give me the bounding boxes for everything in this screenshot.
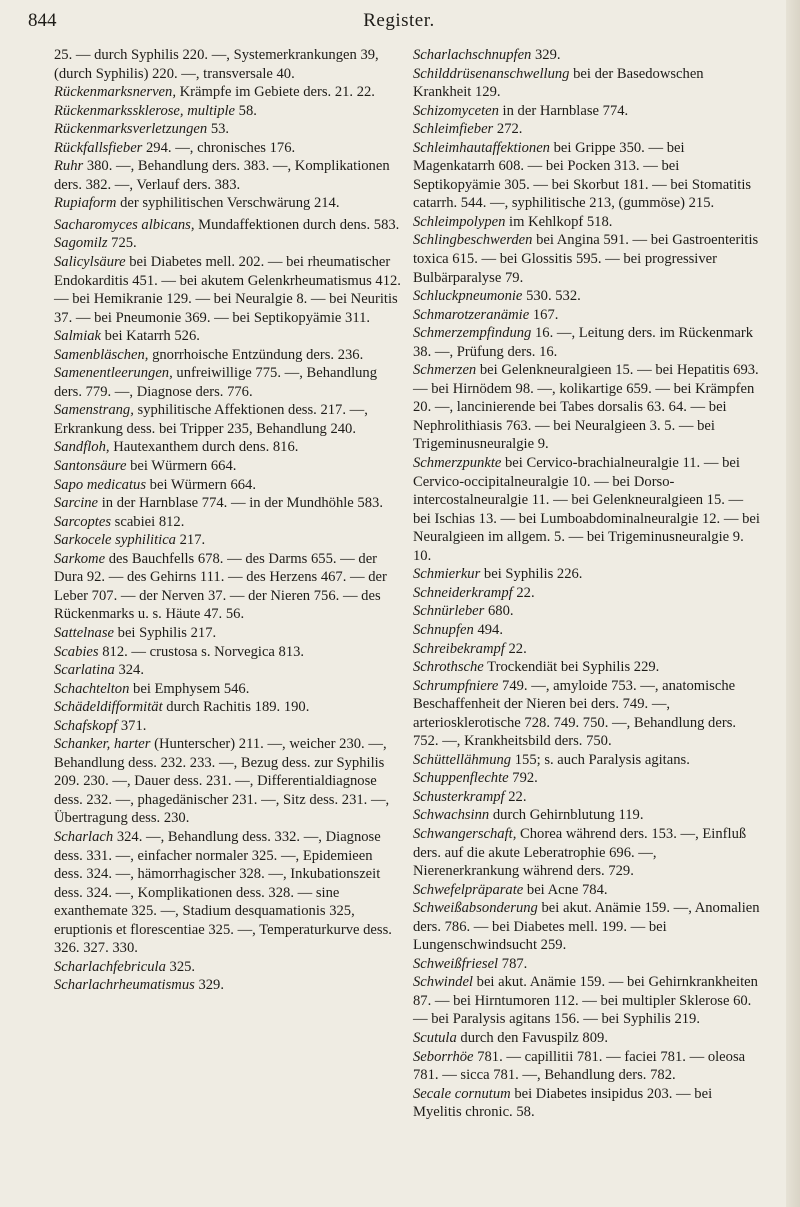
index-entry	[54, 717, 404, 736]
index-entry	[413, 640, 763, 659]
index-references: bei akut. Anämie 159. —, Anomalien ders. 786. — bei Diabetes mell. 199. — bei Lungenschwindsucht 259.	[413, 900, 760, 954]
index-term: Schuppenflechte	[413, 770, 509, 787]
index-term: Schilddrüsenanschwellung	[413, 65, 570, 82]
index-term: Santonsäure	[54, 458, 127, 475]
index-term: Seborrhöe	[413, 1048, 474, 1065]
index-entry	[413, 881, 763, 900]
index-term: Schweißabsonderung	[413, 900, 538, 917]
index-entry	[413, 751, 763, 770]
page-edge	[786, 0, 800, 1207]
index-references: Krämpfe im Gebiete ders. 21. 22.	[175, 84, 375, 101]
index-term: Schreibekrampf	[413, 640, 505, 657]
index-entry	[413, 788, 763, 807]
index-term: Schafskopf	[54, 717, 118, 734]
index-term: Schweißfriesel	[413, 955, 499, 972]
index-term: Rückenmarksnerven,	[54, 84, 176, 101]
index-term: Samenstrang,	[54, 402, 134, 419]
index-entry	[54, 661, 404, 680]
index-entry	[54, 253, 404, 327]
index-entry	[54, 83, 404, 102]
index-term: Schizomyceten	[413, 102, 499, 119]
index-references: 329.	[194, 977, 224, 994]
index-references: bei Katarrh 526.	[101, 328, 200, 345]
index-entry	[54, 139, 404, 158]
index-term: Salicylsäure	[54, 254, 126, 271]
index-references: bei Diabetes insipidus 203. — bei Myelitis chronic. 58.	[413, 1085, 713, 1121]
index-references: 22.	[504, 788, 527, 805]
index-references: 294. —, chronisches 176.	[142, 139, 296, 156]
index-references: 749. —, amyloide 753. —, anatomische Beschaffenheit der Nieren bei ders. 749. —, arteriosklerotische 728. 749. 750. —, Behandlung ders. 752. —, Krankheitsbild ders. 750.	[413, 677, 737, 750]
index-references: syphilitische Affektionen dess. 217. —, Erkrankung dess. bei Tripper 235, Behandlung 240.	[54, 402, 368, 437]
index-term: Schwangerschaft,	[413, 825, 517, 842]
index-column-right	[413, 46, 763, 1122]
index-references: durch Rachitis 189. 190.	[162, 699, 310, 716]
index-references: in der Harnblase 774. — in der Mundhöhle 583.	[98, 495, 383, 512]
index-entry	[54, 346, 404, 365]
index-references: unfreiwillige 775. —, Behandlung ders. 779. —, Diagnose ders. 776.	[54, 365, 378, 400]
index-column-left	[54, 46, 404, 995]
index-references: bei Diabetes mell. 202. — bei rheumatischer Endokarditis 451. — bei akutem Gelenkrheumatismus 412. — bei Hemikranie 129. — bei Neuralgie 8. — bei Neuritis 37. — bei Pneumonie 369. — bei Septikopyämie 311.	[54, 254, 401, 326]
index-references: 324. —, Behandlung dess. 332. —, Diagnose dess. 331. —, einfacher normaler 325. —, Epidemieen dess. 324. —, hämorrhagischer 328. —, Inkubationszeit dess. 324. —, Komplikationen dess. 328. — sine exanthemate 325. —, Stadium desquamationis 325, eruptionis et florescentiae 325. —, Temperaturkurve dess. 326. 327. 330.	[54, 828, 392, 957]
index-references: durch Gehirnblutung 119.	[489, 807, 644, 824]
index-references: 58.	[235, 102, 257, 119]
index-references: bei Würmern 664.	[146, 476, 256, 493]
index-term: Schwachsinn	[413, 807, 490, 824]
index-references: 324.	[114, 662, 144, 679]
index-references: Trockendiät bei Syphilis 229.	[483, 659, 660, 676]
page-header	[28, 10, 770, 38]
index-references: 53.	[207, 121, 230, 138]
index-term: Schnupfen	[413, 621, 474, 638]
index-entry	[413, 825, 763, 881]
page-number: 844	[28, 10, 57, 31]
index-references: 325.	[165, 958, 196, 975]
index-entry	[54, 828, 404, 958]
index-term: Rückfallsfieber	[54, 139, 143, 156]
index-term: Schwindel	[413, 974, 473, 991]
index-term: Schmierkur	[413, 566, 481, 583]
index-entry	[413, 955, 763, 974]
index-entry	[54, 513, 404, 532]
index-entry	[54, 234, 404, 253]
index-entry	[54, 327, 404, 346]
index-entry	[54, 494, 404, 513]
index-references: bei der Basedowschen Krankheit 129.	[413, 65, 704, 101]
index-references: 16. —, Leitung ders. im Rückenmark 38. —, Prüfung ders. 16.	[413, 325, 754, 360]
index-references: bei Cervico-brachialneuralgie 11. — bei Cervico-occipitalneuralgie 10. — bei Dorso-intercostalneuralgie 11. — bei Gelenkneuralgieen 15. — bei Ischias 13. — bei Lumboabdominalneuralgie 12. — bei Neuralgieen im allgem. 5. — bei Trigeminusneuralgie 9. 10.	[413, 455, 760, 564]
index-entry	[54, 364, 404, 401]
index-entry	[413, 806, 763, 825]
index-references: 530. 532.	[522, 288, 581, 305]
index-references: 680.	[484, 603, 514, 620]
index-entry	[413, 361, 763, 454]
index-term: Secale cornutum	[413, 1085, 511, 1102]
index-references: bei Würmern 664.	[126, 458, 237, 475]
index-references: bei Angina 591. — bei Gastroenteritis toxica 615. — bei Glossitis 595. — bei progressiver Bulbärparalyse 79.	[413, 232, 759, 286]
index-references: in der Harnblase 774.	[498, 102, 629, 119]
index-term: Schüttellähmung	[413, 751, 512, 768]
index-references: 25. — durch Syphilis 220. —, Systemerkrankungen 39, (durch Syphilis) 220. —, transversale 40.	[54, 47, 379, 82]
index-term: Rückenmarksverletzungen	[54, 121, 208, 138]
index-term: Schrothsche	[413, 659, 484, 676]
index-entry	[413, 602, 763, 621]
index-term: Schmerzpunkte	[413, 455, 502, 472]
index-entry	[413, 899, 763, 955]
index-entry	[54, 531, 404, 550]
index-term: Schanker, harter	[54, 736, 151, 753]
index-entry	[413, 677, 763, 751]
index-term: Schlingbeschwerden	[413, 232, 533, 249]
index-entry	[54, 624, 404, 643]
index-term: Schrumpfniere	[413, 677, 499, 694]
index-references: bei Grippe 350. — bei Magenkatarrh 608. — bei Pocken 313. — bei Septikopyämie 305. — bei Skorbut 181. — bei Stomatitis catarrh. 544. —, syphilitische 213, (gummöse) 215.	[413, 139, 752, 212]
index-entry	[54, 46, 404, 83]
index-term: Sarkome	[54, 550, 106, 567]
index-references: (Hunterscher) 211. —, weicher 230. —, Behandlung dess. 232. 233. —, Bezug dess. zur Syphilis 209. 230. —, Dauer dess. 231. —, Differentialdiagnose dess. 232. —, phagedänischer 231. —, Sitz dess. 231. —, Übertragung dess. 230.	[54, 736, 390, 827]
index-references: 155; s. auch Paralysis agitans.	[511, 751, 690, 768]
index-entry	[413, 65, 763, 102]
index-entry	[54, 735, 404, 828]
index-entry	[54, 698, 404, 717]
index-references: 329.	[531, 47, 561, 63]
index-references: 380. —, Behandlung ders. 383. —, Komplikationen ders. 382. —, Verlauf ders. 383.	[54, 158, 390, 193]
index-references: 22.	[504, 640, 527, 657]
index-references: der syphilitischen Verschwärung 214.	[116, 195, 340, 212]
index-term: Samenbläschen,	[54, 346, 149, 363]
index-entry	[54, 401, 404, 438]
index-references: 272.	[493, 121, 523, 138]
index-references: 792.	[508, 770, 538, 787]
index-term: Sarcoptes	[54, 513, 112, 530]
index-references: 725.	[107, 235, 137, 252]
index-entry	[413, 1085, 763, 1122]
index-references: Chorea während ders. 153. —, Einfluß ders. auf die akute Leberatrophie 696. —, Nierenerkrankung während ders. 729.	[413, 825, 747, 880]
index-references: bei Syphilis 217.	[114, 624, 217, 641]
index-term: Sagomilz	[54, 235, 108, 252]
index-entry	[54, 476, 404, 495]
index-term: Scutula	[413, 1029, 457, 1046]
index-term: Samenentleerungen,	[54, 365, 173, 382]
index-term: Sarkocele syphilitica	[54, 532, 176, 549]
index-entry	[54, 194, 404, 213]
index-entry	[413, 973, 763, 1029]
index-entry	[413, 213, 763, 232]
index-entry	[413, 231, 763, 287]
index-entry	[54, 958, 404, 977]
index-references: durch den Favuspilz 809.	[456, 1029, 608, 1046]
index-entry	[413, 46, 763, 65]
index-references: scabiei 812.	[111, 513, 185, 530]
index-term: Rückenmarkssklerose, multiple	[54, 102, 236, 119]
index-references: im Kehlkopf 518.	[505, 213, 613, 230]
index-entry	[54, 976, 404, 995]
index-entry	[54, 680, 404, 699]
index-entry	[54, 120, 404, 139]
index-term: Scabies	[54, 643, 99, 660]
index-term: Sandfloh,	[54, 439, 110, 456]
index-references: 217.	[175, 532, 206, 549]
index-term: Schmarotzeranämie	[413, 306, 530, 323]
index-term: Ruhr	[54, 158, 84, 175]
index-entry	[54, 457, 404, 476]
index-references: bei Acne 784.	[523, 881, 608, 898]
index-entry	[54, 438, 404, 457]
index-references: 22.	[512, 584, 535, 601]
index-term: Sattelnase	[54, 624, 114, 641]
index-term: Schusterkrampf	[413, 788, 505, 805]
index-references: Hautexanthem durch dens. 816.	[109, 439, 299, 456]
index-entry	[413, 306, 763, 325]
index-term: Sarcine	[54, 495, 99, 512]
index-term: Schleimpolypen	[413, 213, 506, 230]
index-entry	[54, 216, 404, 235]
index-term: Scarlatina	[54, 662, 115, 679]
index-entry	[54, 102, 404, 121]
index-term: Schnürleber	[413, 603, 485, 620]
index-term: Sapo medicatus	[54, 476, 147, 493]
index-term: Schachtelton	[54, 680, 130, 697]
index-term: Rupiaform	[54, 195, 117, 212]
index-entry	[413, 454, 763, 565]
index-term: Schleimfieber	[413, 121, 494, 138]
running-head: Register.	[363, 10, 435, 31]
index-term: Scharlachfebricula	[54, 958, 166, 975]
index-entry	[413, 584, 763, 603]
index-entry	[413, 565, 763, 584]
index-term: Schmerzen	[413, 362, 477, 379]
index-references: bei Gelenkneuralgieen 15. — bei Hepatitis 693. — bei Hirnödem 98. —, kolikartige 659. — bei Krämpfen 20. —, lancinierende bei Tabes dorsalis 63. 64. — bei Nephrolithiasis 763. — bei Neuralgieen 3. 5. — bei Trigeminusneuralgie 9.	[413, 362, 759, 453]
index-references: des Bauchfells 678. — des Darms 655. — der Dura 92. — des Gehirns 111. — des Herzens 467. — der Leber 707. — der Nerven 37. — der Nieren 756. — des Rückenmarks u. s. Häute 47. 56.	[54, 550, 387, 623]
index-entry	[413, 1048, 763, 1085]
index-entry	[413, 324, 763, 361]
index-references: 167.	[529, 306, 559, 323]
index-entry	[413, 287, 763, 306]
index-term: Sacharomyces albicans,	[54, 216, 195, 233]
index-entry	[413, 658, 763, 677]
index-term: Salmiak	[54, 328, 102, 345]
index-entry	[413, 1029, 763, 1048]
index-entry	[413, 102, 763, 121]
index-references: bei Syphilis 226.	[480, 566, 583, 583]
index-references: 781. — capillitii 781. — faciei 781. — oleosa 781. — sicca 781. —, Behandlung ders. 782.	[413, 1048, 746, 1084]
index-references: gnorrhoische Entzündung ders. 236.	[148, 346, 364, 363]
index-term: Scharlachrheumatismus	[54, 977, 195, 994]
index-entry	[54, 157, 404, 194]
index-references: bei Emphysem 546.	[129, 680, 250, 697]
index-entry	[54, 550, 404, 624]
index-entry	[54, 643, 404, 662]
index-term: Schluckpneumonie	[413, 288, 523, 305]
index-references: bei akut. Anämie 159. — bei Gehirnkrankheiten 87. — bei Hirntumoren 112. — bei multipler Sklerose 60. — bei Paralysis agitans 156. — bei Syphilis 219.	[413, 974, 758, 1028]
index-entry	[413, 120, 763, 139]
index-term: Schädeldifformität	[54, 699, 163, 716]
index-references: 371.	[117, 717, 147, 734]
index-references: 812. — crustosa s. Norvegica 813.	[98, 643, 305, 660]
index-term: Schwefelpräparate	[413, 881, 524, 898]
index-term: Schneiderkrampf	[413, 584, 513, 601]
index-term: Scharlach	[54, 828, 114, 845]
index-references: Mundaffektionen durch dens. 583.	[194, 216, 400, 233]
index-references: 787.	[498, 955, 528, 972]
index-term: Schmerzempfindung	[413, 325, 532, 342]
index-term: Schleimhautaffektionen	[413, 139, 550, 156]
index-entry	[413, 139, 763, 213]
index-entry	[413, 621, 763, 640]
index-entry	[413, 769, 763, 788]
index-term: Scharlachschnupfen	[413, 47, 532, 63]
index-references: 494.	[473, 621, 503, 638]
